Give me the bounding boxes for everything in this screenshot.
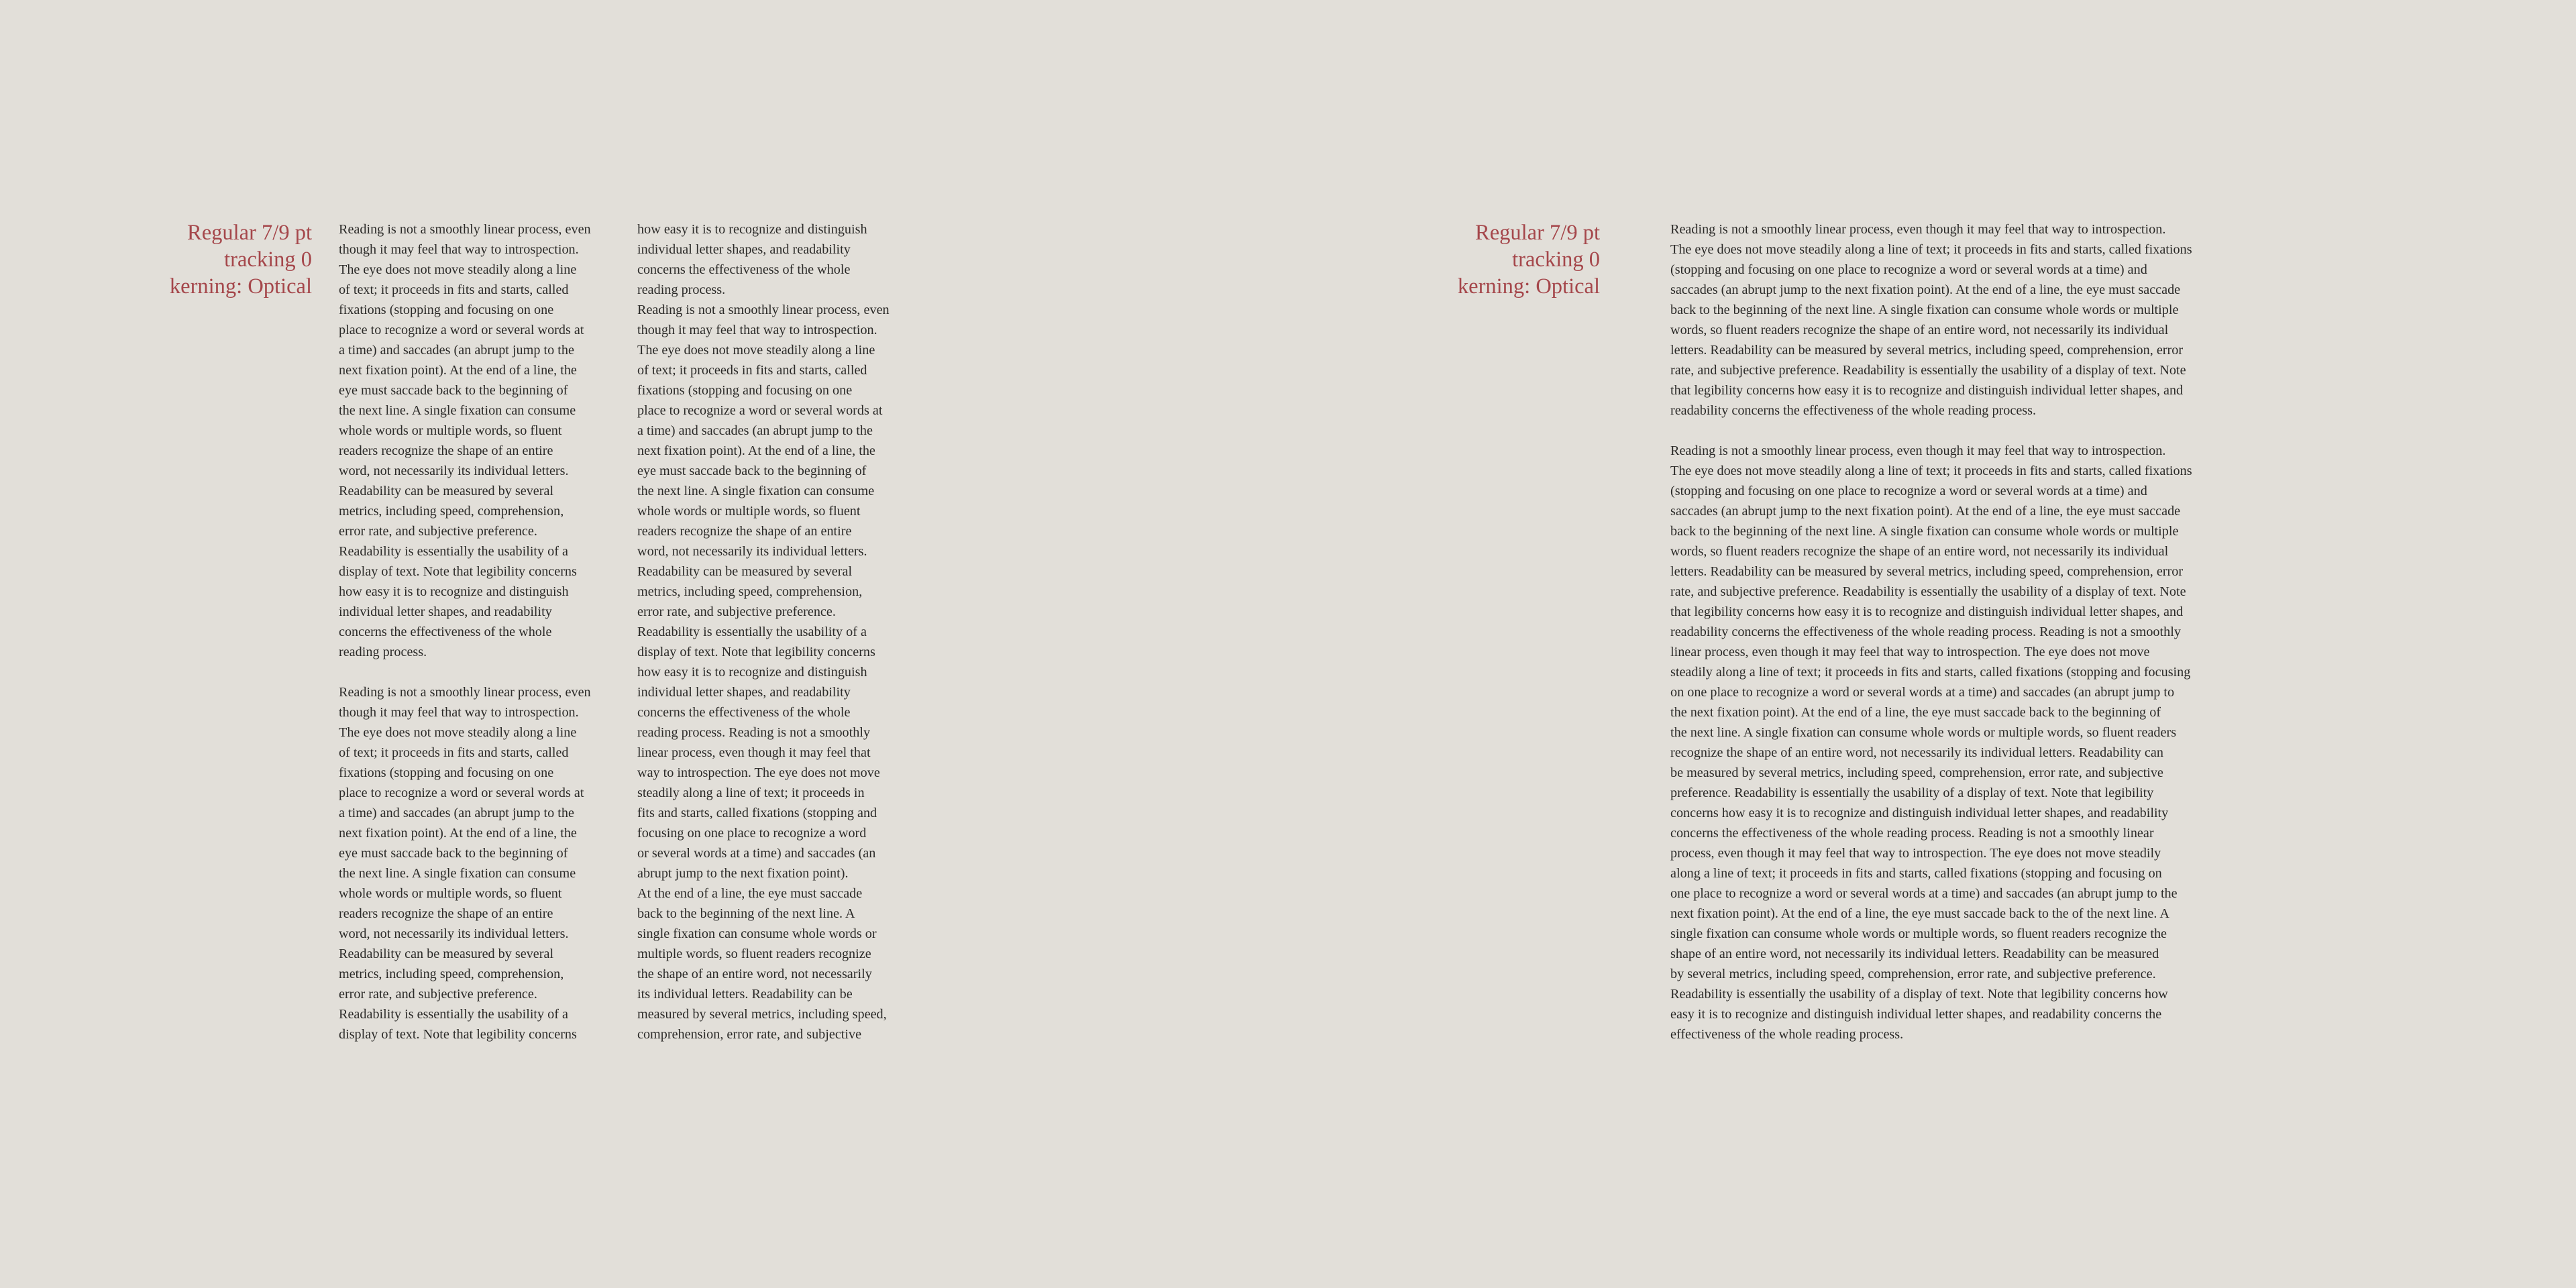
left-spec-label [154,219,312,300]
left-text-column-1: Reading is not a smoothly linear process, even though it may feel that way to introspection. The eye does not move steadily along a line of text; it proceeds in fits and starts, called fixations (stopping and focusing on one place to recognize a word or several words at a time) and saccades (an abrupt jump to the next fixation point). At the end of a line, the eye must saccade back to the beginning of the next line. A single fixation can consume whole words or multiple words, so fluent readers recognize the shape of an entire word, not necessarily its individual letters. Readability can be measured by several metrics, including speed, comprehension, error rate, and subjective preference. Readability is essentially the usability of a display of text. Note that legibility concerns how easy it is to recognize and distinguish individual letter shapes, and readability concerns the effectiveness of the whole reading process. Reading is not a smoothly linear process, even though it may feel that way to introspection. The eye does not move steadily along a line of text; it proceeds in fits and starts, called fixations (stopping and focusing on one place to recognize a word or several words at a time) and saccades (an abrupt jump to the next fixation point). At the end of a line, the eye must saccade back to the beginning of the next line. A single fixation can consume whole words or multiple words, so fluent readers recognize the shape of an entire word, not necessarily its individual letters. Readability can be measured by several metrics, including speed, comprehension, error rate, and subjective preference. Readability is essentially the usability of a display of text. Note that legibility concerns [339,222,591,1042]
right-text-column: Reading is not a smoothly linear process, even though it may feel that way to introspection. The eye does not move steadily along a line of text; it proceeds in fits and starts, called fixations (stopping and focusing on one place to recognize a word or several words at a time) and saccades (an abrupt jump to the next fixation point). At the end of a line, the eye must saccade back to the beginning of the next line. A single fixation can consume whole words or multiple words, so fluent readers recognize the shape of an entire word, not necessarily its individual letters. Readability can be measured by several metrics, including speed, comprehension, error rate, and subjective preference. Readability is essentially the usability of a display of text. Note that legibility concerns how easy it is to recognize and distinguish individual letter shapes, and readability concerns the effectiveness of the whole reading process. Reading is not a smoothly linear process, even though it may feel that way to introspection. The eye does not move steadily along a line of text; it proceeds in fits and starts, called fixations (stopping and focusing on one place to recognize a word or several words at a time) and saccades (an abrupt jump to the next fixation point). At the end of a line, the eye must saccade back to the beginning of the next line. A single fixation can consume whole words or multiple words, so fluent readers recognize the shape of an entire word, not necessarily its individual letters. Readability can be measured by several metrics, including speed, comprehension, error rate, and subjective preference. Readability is essentially the usability of a display of text. Note that legibility concerns how easy it is to recognize and distinguish individual letter shapes, and readability concerns the effectiveness of the whole reading process. Reading is not a smoothly linear process, even though it may feel that way to introspection. The eye does not move steadily along a line of text; it proceeds in fits and starts, called fixations (stopping and focusing on one place to recognize a word or several words at a time) and saccades (an abrupt jump to the next fixation point). At the end of a line, the eye must saccade back to the beginning of the next line. A single fixation can consume whole words or multiple words, so fluent readers recognize the shape of an entire word, not necessarily its individual letters. Readability can be measured by several metrics, including speed, comprehension, error rate, and subjective preference. Readability is essentially the usability of a display of text. Note that legibility concerns how easy it is to recognize and distinguish individual letter shapes, and readability concerns the effectiveness of the whole reading process. Reading is not a smoothly linear process, even though it may feel that way to introspection. The eye does not move steadily along a line of text; it proceeds in fits and starts, called fixations (stopping and focusing on one place to recognize a word or several words at a time) and saccades (an abrupt jump to the next fixation point). At the end of a line, the eye must saccade back to the of the next line. A single fixation can consume whole words or multiple words, so fluent readers recognize the shape of an entire word, not necessarily its individual letters. Readability can be measured by several metrics, including speed, comprehension, error rate, and subjective preference. Readability is essentially the usability of a display of text. Note that legibility concerns how easy it is to recognize and distinguish individual letter shapes, and readability concerns the effectiveness of the whole reading process. [1670,222,2192,1042]
spec-weight-size: Regular 7/9 pt [1475,221,1600,245]
spec-kerning: kerning: Optical [169,274,312,299]
right-spec-label [1442,219,1600,300]
spec-tracking: tracking 0 [224,248,312,272]
spec-weight-size: Regular 7/9 pt [187,221,312,245]
spec-kerning: kerning: Optical [1457,274,1600,299]
spec-tracking: tracking 0 [1512,248,1600,272]
left-text-column-2: how easy it is to recognize and distinguish individual letter shapes, and readability concerns the effectiveness of the whole reading process. Reading is not a smoothly linear process, even though it may feel that way to introspection. The eye does not move steadily along a line of text; it proceeds in fits and starts, called fixations (stopping and focusing on one place to recognize a word or several words at a time) and saccades (an abrupt jump to the next fixation point). At the end of a line, the eye must saccade back to the beginning of the next line. A single fixation can consume whole words or multiple words, so fluent readers recognize the shape of an entire word, not necessarily its individual letters. Readability can be measured by several metrics, including speed, comprehension, error rate, and subjective preference. Readability is essentially the usability of a display of text. Note that legibility concerns how easy it is to recognize and distinguish individual letter shapes, and readability concerns the effectiveness of the whole reading process. Reading is not a smoothly linear process, even though it may feel that way to introspection. The eye does not move steadily along a line of text; it proceeds in fits and starts, called fixations (stopping and focusing on one place to recognize a word or several words at a time) and saccades (an abrupt jump to the next fixation point). At the end of a line, the eye must saccade back to the beginning of the next line. A single fixation can consume whole words or multiple words, so fluent readers recognize the shape of an entire word, not necessarily its individual letters. Readability can be measured by several metrics, including speed, comprehension, error rate, and subjective [637,222,890,1042]
